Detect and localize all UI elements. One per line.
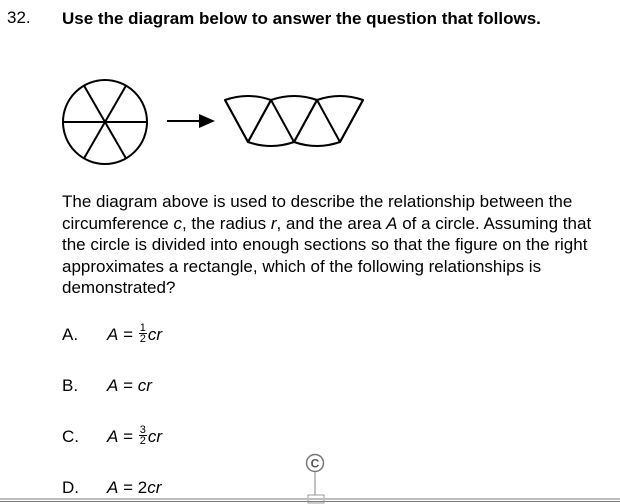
choice-expression: A = $\frac{3}{2}$ cr (107, 424, 163, 448)
choice-expression: A = $\frac{1}{2}$ cr (107, 322, 163, 346)
choice-letter: D. (62, 478, 79, 497)
divided-circle (63, 80, 147, 164)
var-c: c (173, 213, 182, 233)
question-stem: The diagram above is used to describe the relationship between the circumference c, the radius r, and the area A of a circle. Assuming that the circle is divided into enough sections so that the figure on the right approximates a rectangle, which of the following relationships is demonstrated? (62, 192, 592, 297)
circle-to-rectangle-diagram (55, 72, 395, 172)
question-number: 32. (7, 8, 31, 27)
fraction: $\frac{3}{2}$ (139, 424, 146, 448)
rearranged-sectors (225, 96, 363, 146)
choice-letter: B. (62, 376, 79, 395)
right-arrow-icon (167, 114, 215, 128)
choice-letter: C. (62, 427, 79, 446)
var-r: r (270, 213, 277, 233)
choice-letter: A. (62, 325, 79, 344)
marker-label: C (310, 456, 320, 471)
page-border (0, 498, 620, 500)
fraction: $\frac{1}{2}$ (139, 322, 146, 346)
choice-expression: A = 2cr (107, 478, 162, 497)
correct-answer-marker[interactable] (304, 452, 334, 504)
page-border-shadow (0, 501, 620, 502)
question-instruction: Use the diagram below to answer the question that follows. (62, 9, 541, 28)
choice-expression: A = cr (107, 376, 152, 395)
var-a: A (386, 213, 398, 233)
